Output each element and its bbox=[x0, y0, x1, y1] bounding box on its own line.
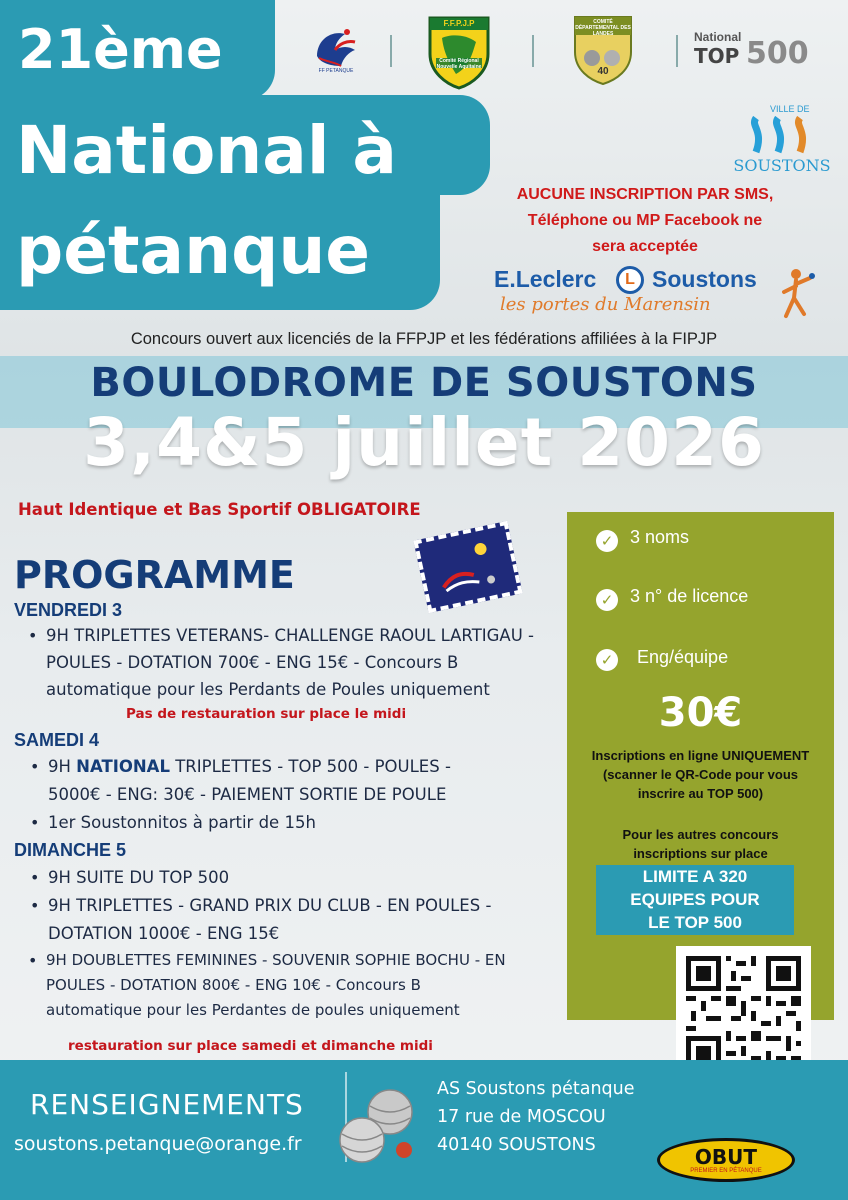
saturday-item-line-1 bbox=[48, 757, 451, 776]
contact-email[interactable]: soustons.petanque@orange.fr bbox=[14, 1133, 302, 1155]
sunday-item-1: 9H SUITE DU TOP 500 bbox=[48, 868, 230, 887]
ffpjp-label: F.F.P.J.P bbox=[443, 19, 475, 28]
friday-item-line-2: POULES - DOTATION 700€ - ENG 15€ - Concours B bbox=[46, 653, 459, 672]
petanque-balls-icon bbox=[338, 1088, 423, 1168]
info-heading: RENSEIGNEMENTS bbox=[30, 1088, 304, 1121]
onsite-line-2: inscriptions sur place bbox=[633, 846, 768, 861]
ffpetanque-logo bbox=[305, 18, 367, 80]
sunday-item-3-line-1: 9H DOUBLETTES FEMININES - SOUVENIR SOPHIE BOCHU - EN bbox=[46, 951, 506, 969]
day-friday: VENDREDI 3 bbox=[14, 600, 123, 620]
check-item-licences: 3 n° de licence bbox=[630, 586, 749, 606]
top500-national: National bbox=[694, 30, 742, 44]
onsite-registration-info bbox=[567, 825, 834, 863]
obut-label: OBUT bbox=[694, 1145, 758, 1169]
leclerc-tagline: les portes du Marensin bbox=[500, 294, 711, 315]
checkmark-icon: ✓ bbox=[596, 589, 618, 611]
club-name: AS Soustons pétanque bbox=[437, 1079, 635, 1099]
limit-line-2: EQUIPES POUR bbox=[630, 890, 760, 909]
venue-title: BOULODROME DE SOUSTONS bbox=[90, 360, 758, 406]
logo-divider bbox=[532, 35, 534, 67]
bullet-icon: • bbox=[30, 896, 40, 915]
bullet-icon: • bbox=[28, 951, 38, 970]
day-sunday: DIMANCHE 5 bbox=[14, 840, 127, 860]
restauration-note: restauration sur place samedi et dimanche midi bbox=[68, 1038, 433, 1054]
sunday-item-2-line-1: 9H TRIPLETTES - GRAND PRIX DU CLUB - EN POULES - bbox=[48, 896, 492, 915]
title-line-1: 21ème bbox=[18, 18, 223, 81]
leclerc-city: Soustons bbox=[652, 266, 757, 292]
comite-landes-logo bbox=[572, 14, 634, 86]
friday-restauration-note: Pas de restauration sur place le midi bbox=[126, 706, 407, 722]
saturday-item-suffix: TRIPLETTES - TOP 500 - POULES - bbox=[169, 757, 451, 776]
ffpetanque-label: FF PETANQUE bbox=[318, 68, 354, 74]
comite-regional-label: Comité Régional Nouvelle Aquitaine bbox=[436, 58, 482, 70]
ville-de-label: VILLE DE bbox=[770, 104, 810, 114]
saturday-item-national: NATIONAL bbox=[76, 757, 170, 776]
registration-notice bbox=[470, 182, 820, 260]
event-date: 3,4&5 juillet 2026 bbox=[83, 404, 765, 481]
bullet-icon: • bbox=[28, 626, 38, 645]
waves-icon bbox=[750, 116, 814, 154]
club-street: 17 rue de MOSCOU bbox=[437, 1107, 606, 1127]
svg-text:40: 40 bbox=[597, 66, 609, 77]
petanque-player-icon bbox=[418, 526, 518, 609]
logo-divider bbox=[676, 35, 678, 67]
leclerc-brand: E.Leclerc bbox=[494, 266, 597, 292]
sunday-item-3-line-2: POULES - DOTATION 800€ - ENG 10€ - Concours B bbox=[46, 976, 421, 994]
saturday-item-2: 1er Soustonnitos à partir de 15h bbox=[48, 813, 316, 832]
team-limit-box bbox=[596, 865, 794, 935]
club-city: 40140 SOUSTONS bbox=[437, 1135, 596, 1155]
check-item-names: 3 noms bbox=[630, 527, 690, 547]
sunday-item-2-line-2: DOTATION 1000€ - ENG 15€ bbox=[48, 924, 280, 943]
ffpjp-logo bbox=[426, 14, 492, 90]
friday-item-line-1: 9H TRIPLETTES VETERANS- CHALLENGE RAOUL LARTIGAU - bbox=[46, 626, 534, 645]
notice-line-1: AUCUNE INSCRIPTION PAR SMS, bbox=[516, 186, 774, 203]
soustons-label: SOUSTONS bbox=[733, 156, 831, 175]
checkmark-icon: ✓ bbox=[596, 530, 618, 552]
limit-line-1: LIMITE A 320 bbox=[642, 867, 748, 886]
comite-departemental-label: COMITÉ DÉPARTEMENTAL DES LANDES bbox=[575, 19, 631, 37]
bullet-icon: • bbox=[30, 757, 40, 776]
logo-divider bbox=[390, 35, 392, 67]
player-silhouette-icon bbox=[778, 266, 818, 326]
eligibility-line: Concours ouvert aux licenciés de la FFPJP et les fédérations affiliées à la FIPJP bbox=[130, 330, 718, 348]
obut-tagline: PREMIER EN PÉTANQUE bbox=[690, 1168, 762, 1174]
online-line-1: Inscriptions en ligne UNIQUEMENT bbox=[591, 748, 810, 763]
saturday-item-line-2: 5000€ - ENG: 30€ - PAIEMENT SORTIE DE POULE bbox=[48, 785, 447, 804]
top500-logo bbox=[694, 30, 824, 70]
limit-line-3: LE TOP 500 bbox=[648, 913, 742, 932]
title-line-3: pétanque bbox=[16, 212, 371, 289]
leclerc-logo bbox=[490, 266, 790, 316]
online-line-2: (scanner le QR-Code pour vous bbox=[602, 767, 799, 782]
saturday-item-prefix: 9H bbox=[48, 757, 77, 776]
onsite-line-1: Pour les autres concours bbox=[622, 827, 779, 842]
dress-code: Haut Identique et Bas Sportif OBLIGATOIRE bbox=[18, 500, 421, 519]
online-registration-info bbox=[567, 746, 834, 803]
bullet-icon: • bbox=[30, 813, 40, 832]
top500-number: 500 bbox=[746, 36, 809, 71]
notice-line-3: sera acceptée bbox=[592, 238, 698, 255]
check-item-fee: Eng/équipe bbox=[637, 647, 729, 667]
checkmark-icon: ✓ bbox=[596, 649, 618, 671]
friday-item-line-3: automatique pour les Perdants de Poules uniquement bbox=[46, 680, 490, 699]
entry-price: 30€ bbox=[658, 690, 743, 736]
stamp-image bbox=[413, 521, 522, 613]
obut-logo bbox=[657, 1138, 795, 1182]
day-saturday: SAMEDI 4 bbox=[14, 730, 100, 750]
sunday-item-3-line-3: automatique pour les Perdantes de poules uniquement bbox=[46, 1001, 460, 1019]
notice-line-2: Téléphone ou MP Facebook ne bbox=[527, 212, 763, 229]
leclerc-emblem-icon: L bbox=[616, 266, 644, 294]
bullet-icon: • bbox=[30, 868, 40, 887]
top500-top: TOP bbox=[694, 44, 740, 68]
title-line-2: National à bbox=[16, 112, 397, 189]
soustons-logo bbox=[732, 104, 832, 184]
online-line-3: inscrire au TOP 500) bbox=[637, 786, 764, 801]
programme-heading: PROGRAMME bbox=[14, 553, 295, 597]
